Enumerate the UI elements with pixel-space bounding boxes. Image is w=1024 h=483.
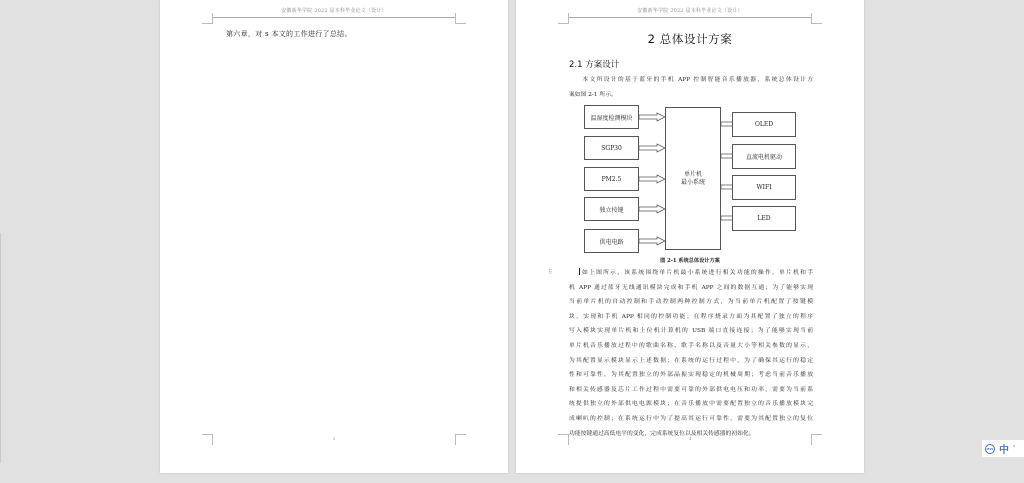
page-number: 4 [688,436,692,441]
paragraph-line: 机 APP 通过蓝牙无线通讯模块完成和手机 APP 之间的数据互通；为了能够实现 [569,284,813,291]
body-text[interactable]: 第六章，对 s 本文的工作进行了总结。 [226,30,352,38]
block-led: LED [732,206,796,231]
paragraph-line: 本文所设计的基于蓝牙的手机 APP 控制智能音乐播放器，系统总体设计方 [581,77,813,83]
chapter-title[interactable]: 2 总体设计方案 [647,32,733,46]
paragraph-line: 如上图所示，该系统围绕单片机最小系统进行相关功能的操作，单片机和手 [580,270,813,276]
paragraph-line: 和相关传感器及芯片工作过程中需要可靠的外部供电电压和功率，需要为当前系 [569,386,813,393]
margin-corner-mark [202,13,213,24]
margin-corner-mark [455,13,466,24]
mcu-label-line: 最小系统 [680,178,705,186]
ime-language-toggle[interactable]: 中 [999,445,1009,456]
body-paragraph[interactable] [569,266,813,441]
system-block-diagram[interactable] [584,105,800,253]
paragraph-line: 当前单片机的自动控制和手动控制两种控制方式，为当前单片机配置了按键模 [569,299,813,306]
intro-paragraph[interactable] [569,73,813,102]
paragraph-line: 性和可靠性，为其配置独立的外部晶振实现稳定的机械周期；考虑当前音乐播放 [569,372,813,379]
drag-handle-icon[interactable]: ⠿ [548,269,553,276]
document-page-3[interactable] [160,0,508,473]
mcu-label-line: 单片机 [683,170,702,178]
block-pm25: PM2.5 [584,167,639,191]
paragraph-line: 成喇叭的控制；在系统运行中为了提高其运行可靠性，需要为其配置独立的复位 [569,415,813,422]
window-edge-line [0,233,1,463]
block-mcu-minimum-system [665,107,721,250]
ime-punctuation-toggle[interactable]: ' [1013,444,1016,453]
page-header: 安徽新华学院 2022 届本科毕业论文（设计） [637,8,743,14]
block-sgp30: SGP30 [584,136,639,160]
figure-caption: 图 2-1 系统总体设计方案 [660,258,720,264]
document-page-4[interactable] [516,0,864,473]
paragraph-line: 单片机音乐播放过程中的歌曲名称、歌手名称以及音量大小等相关参数的显示， [569,342,813,349]
paragraph-line: 写入模块实现单片机和上位机计算机的 USB 端口直接连接；为了能够实现当前 [569,328,813,335]
header-rule [568,17,812,18]
ime-toolbar[interactable] [982,440,1024,457]
block-dc-motor-driver: 直流电机驱动 [732,144,796,169]
paragraph-line: 案如图 2-1 所示。 [569,91,617,98]
ime-logo-icon[interactable]: iFLY [985,444,995,454]
block-temp-humidity-sensor: 温湿度检测模块 [584,105,639,129]
block-power-circuit: 供电电路 [584,229,639,253]
block-independent-keys: 独立按键 [584,197,639,221]
block-oled: OLED [732,112,796,137]
section-title[interactable]: 2.1 方案设计 [569,60,620,70]
page-number: 3 [332,436,336,441]
margin-corner-mark [558,13,569,24]
paragraph-line: 功能按键通过高低电平的变化，完成系统复位以及相关传感器的初始化。 [569,430,755,437]
paragraph-line: 为其配置显示模块显示上述数据；在系统的运行过程中，为了确保其运行的稳定 [569,357,813,364]
paragraph-line: 统提供独立的外部供电电源模块；在音乐播放中需要配置独立的音乐播放模块完 [569,401,813,408]
paragraph-line: 块，实现和手机 APP 相同的控制功能；在程序烧录方面为其配置了独立的程序 [569,313,813,320]
header-rule [212,17,456,18]
page-header: 安徽新华学院 2022 届本科毕业论文（设计） [281,8,387,14]
margin-corner-mark [811,13,822,24]
block-wifi: WIFI [732,175,796,200]
text-cursor [579,268,580,275]
